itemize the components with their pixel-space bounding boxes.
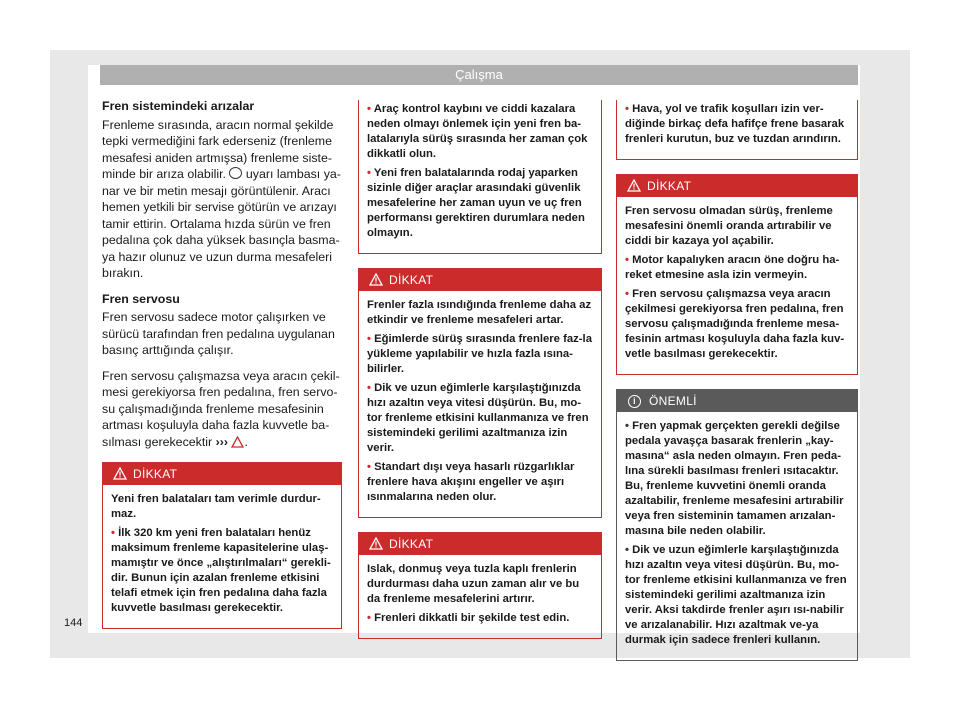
warning-body: Yeni fren balataları tam verimle durdur-maz. • İlk 320 km yeni fren balataları henüz maksimum frenleme kapasitelerine ulaş-mamıştır ve önce „alıştırılmaları“ gerekli-dir. Bunun için azalan frenleme etkisini telafi etmek için fren pedalına daha fazla kuvvetle basılması gerekecektir.	[103, 485, 341, 628]
warning-triangle-icon	[627, 179, 641, 192]
heading-brake-servo: Fren servosu	[102, 291, 180, 306]
warning-body: Fren servosu olmadan sürüş, frenleme mesafesini önemli oranda artırabilir ve ciddi bir kazaya yol açabilir. • Motor kapalıyken aracın öne doğru ha-reket etmesine asla izin vermeyin. • Fren servosu çalışmazsa veya aracın çekilmesi gerekiyorsa fren pedalına, fren servosu çalışmadığında frenleme mesa-fesinin artması koşuluyla daha fazla kuv-vetle basılması gerekecektir.	[617, 197, 857, 374]
warning-triangle-icon	[369, 273, 383, 286]
warning-box-continued	[616, 100, 858, 160]
warning-bullet: • Eğimlerde sürüş sırasında frenlere faz-la yükleme yapılabilir ve hızla fazla ısına-bilirler.	[367, 333, 592, 375]
paragraph-brake-servo-fail: Fren servosu çalışmazsa veya aracın çekil-mesi gerekiyorsa fren pedalına, fren servo-su çalışmadığında frenleme mesafesinin artması koşuluyla daha fazla kuvvetle ba-sılması gerekecektir ››› .	[102, 368, 340, 449]
heading-brake-faults: Fren sistemindeki arızalar	[102, 99, 255, 113]
warning-bullet: • Araç kontrol kaybını ve ciddi kazalara neden olmayı önlemek için yeni fren ba-latalarıyla sürüş sırasında her zaman çok dikkatli olun.	[367, 103, 588, 160]
warning-bullet: • Fren servosu çalışmazsa veya aracın çekilmesi gerekiyorsa fren pedalına, fren servosu çalışmadığında frenleme mesa-fesinin artması koşuluyla daha fazla kuv-vetle basılması gerekecektir.	[625, 288, 845, 360]
warning-bullet: • Yeni fren balatalarında rodaj yaparken sizinle diğer araçlar arasındaki güvenlik mesafelerine her zaman uyun ve uç fren performansı gerektiren durumlara neden olmayın.	[367, 167, 585, 239]
note-body	[617, 412, 857, 660]
warning-body: Frenler fazla ısındığında frenleme daha az etkindir ve frenleme mesafeleri artar. • Eğimlerde sürüş sırasında frenlere faz-la yükleme yapılabilir ve hızla fazla ısına-bilirler. • Dik ve uzun eğimlerle karşılaştığınızda hızı azaltın veya vitesi düşürün. Bu, mo-tor frenleme etkisini kullanmanıza ve fren sistemindeki gerilimi azaltmanıza izin verir. • Standart dışı veya hasarlı rüzgarlıklar frenlere hava akışını engeller ve aşırı ısınmalarına neden olur.	[367, 299, 592, 503]
warning-box-wet-brakes	[358, 532, 602, 639]
warning-box-new-pads	[102, 462, 342, 629]
note-header: i ÖNEMLİ	[617, 390, 857, 412]
warning-box-overheat	[358, 268, 602, 518]
warning-bullet: • İlk 320 km yeni fren balataları henüz maksimum frenleme kapasitelerine ulaş-mamıştır ve önce „alıştırılmaları“ gerekli-dir. Bunun için azalan frenleme etkisini telafi etmek için fren pedalına daha fazla kuvvetle basılması gerekecektir.	[111, 527, 331, 614]
section-header: Çalışma	[100, 65, 858, 85]
column-1	[102, 98, 342, 629]
paragraph-brake-faults: Frenleme sırasında, aracın normal şekilde tepki vermediğini fark ederseniz (frenleme mesafesi aniden artmışsa) frenleme siste-minde bir arıza olabilir. uyarı lambası ya-nar ve bir metin mesajı görüntülenir. Aracı hemen yetkili bir servise götürün ve arızayı tamir ettirin. Ortalama hızda sürün ve fren pedalına çok daha yüksek basınçla basma-ya hazır olunuz ve uzun durma mesafeleri bırakın.	[102, 117, 341, 280]
info-icon: i	[628, 395, 641, 408]
warning-box-no-servo	[616, 174, 858, 375]
warning-bullet: • Frenleri dikkatli bir şekilde test edin.	[367, 612, 570, 624]
warning-triangle-icon	[369, 537, 383, 550]
warning-header: DİKKAT	[359, 533, 601, 555]
note-bullet: • Fren yapmak gerçekten gerekli değilse pedala yavaşça basarak frenlerin „kay-masına“ asla neden olmayın. Fren peda-lına sürekli basılması frenleri ısıtacaktır. Bu, frenleme kuvvetini önemli oranda azaltabilir, frenleme mesafesini artırabilir veya fren sisteminin tamamen arızalan-masına bile neden olabilir.	[625, 420, 844, 537]
page-number: 144	[64, 617, 83, 629]
column-2	[358, 100, 602, 639]
warning-header: DİKKAT	[103, 463, 341, 485]
warning-header: DİKKAT	[359, 269, 601, 291]
brake-warning-lamp-icon	[229, 167, 242, 179]
note-box-important	[616, 389, 858, 661]
paragraph-brake-servo: Fren servosu sadece motor çalışırken ve sürücü tarafından fren pedalına uygulanan basınç arttığında çalışır.	[102, 310, 335, 357]
warning-triangle-icon	[113, 467, 127, 480]
warning-bullet: • Standart dışı veya hasarlı rüzgarlıklar frenlere hava akışını engeller ve aşırı ısınmalarına neden olur.	[367, 461, 575, 503]
cross-reference-arrow[interactable]: ›››	[215, 434, 229, 449]
warning-triangle-icon	[231, 436, 244, 448]
warning-header: DİKKAT	[617, 175, 857, 197]
note-bullet: • Dik ve uzun eğimlerle karşılaştığınızda hızı azaltın veya vitesi düşürün. Bu, mo-tor frenleme etkisini kullanmanıza ve fren sistemindeki gerilimi azaltmanıza izin verir. Aksi takdirde frenler aşırı ısı-nabilir ve arızalanabilir. Hızı azaltmak ve-ya durmak için sadece frenleri kullanın.	[625, 544, 847, 646]
warning-box-continued	[358, 100, 602, 254]
warning-bullet: • Motor kapalıyken aracın öne doğru ha-reket etmesine asla izin vermeyin.	[625, 254, 840, 281]
warning-body: Islak, donmuş veya tuzla kaplı frenlerin durdurması daha uzun zaman alır ve bu da frenleme mesafelerini artırır. • Frenleri dikkatli bir şekilde test edin.	[359, 555, 601, 638]
warning-bullet: • Hava, yol ve trafik koşulları izin ver-diğinde birkaç defa hafifçe frene basarak frenleri kurutun, buz ve tuzdan arındırın.	[625, 103, 845, 145]
column-3	[616, 100, 858, 661]
warning-bullet: • Dik ve uzun eğimlerle karşılaştığınızda hızı azaltın veya vitesi düşürün. Bu, mo-tor frenleme etkisini kullanmanıza ve fren sistemindeki gerilimi azaltmanıza izin verir.	[367, 382, 589, 454]
